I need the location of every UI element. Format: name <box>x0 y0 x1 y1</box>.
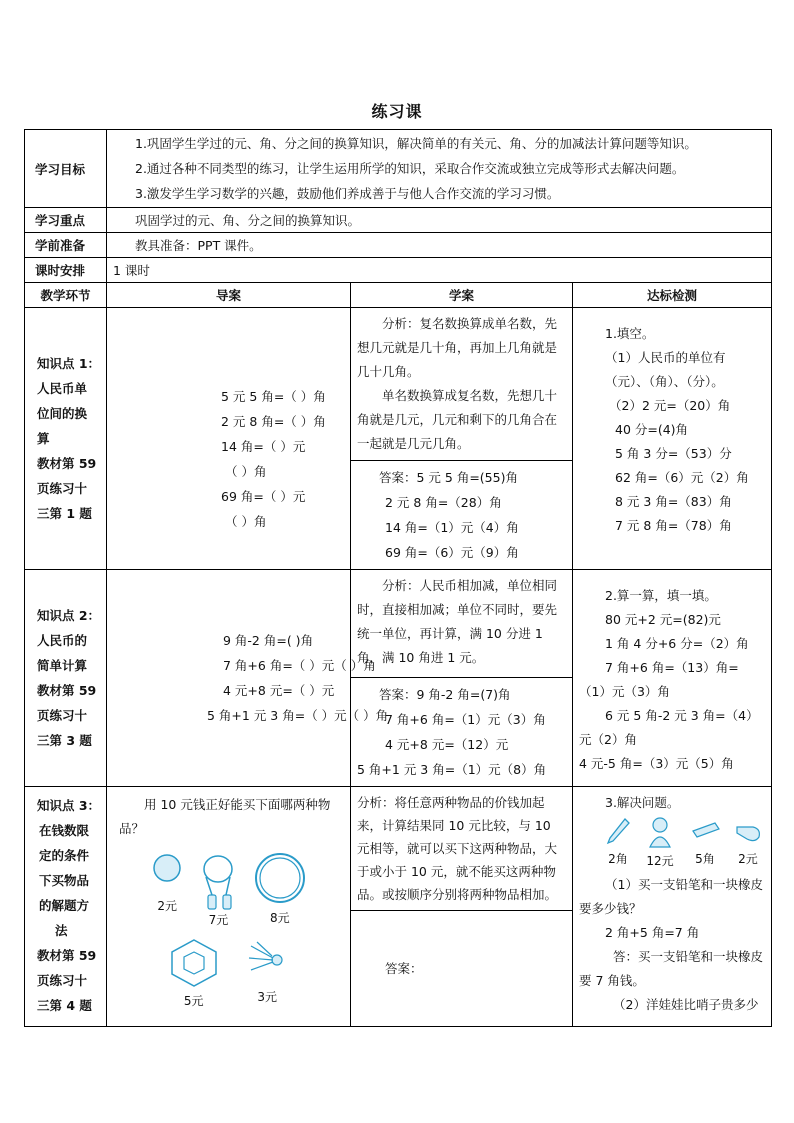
items-row-1 <box>115 851 342 928</box>
hoop-item: 8元 <box>253 851 307 928</box>
whistle-icon <box>733 815 763 847</box>
schedule-label: 课时安排 <box>25 258 107 283</box>
guide-2: 9 角-2 角=( )角 7 角+6 角=（ ）元（ ）角 4 元+8 元=（ ）元 5 角+1 元 3 角=（ ）元（ ）角 <box>107 570 351 787</box>
guide-3 <box>107 787 351 1027</box>
eraser-item: 5角 <box>689 815 721 873</box>
header-col1: 教学环节 <box>25 283 107 308</box>
knowledge-point-3: 知识点 3： 在钱数限 定的条件 下买物品 的解题方 法 教材第 59 页练习十 三第 4 题 <box>25 787 107 1027</box>
answer-3: 答案： <box>351 911 573 1027</box>
shuttlecock-icon <box>245 938 289 978</box>
analysis-1: 分析：复名数换算成单名数，先想几元就是几十角，再加上几角就是几十几角。 单名数换算成复名数，先想几十角就是几元，几元和剩下的几角合在一起就是几元几角。 <box>351 308 573 461</box>
objectives-label: 学习目标 <box>25 130 107 208</box>
pencil-icon <box>605 815 631 847</box>
page-title: 练习课 <box>371 102 423 121</box>
key-point-text: 巩固学过的元、角、分之间的换算知识。 <box>107 208 772 233</box>
objective-item: 1.巩固学生学过的元、角、分之间的换算知识，解决简单的有关元、角、分的加减法计算问题等知识。 <box>135 136 697 151</box>
chess-icon <box>168 938 220 988</box>
eraser-icon <box>689 815 721 847</box>
shuttlecock-item: 3元 <box>245 938 289 1009</box>
whistle-item: 2元 <box>733 815 763 873</box>
answer-1: 答案：5 元 5 角=(55)角 2 元 8 角=（28）角 14 角=（1）元（4）角 69 角=（6）元（9）角 <box>351 461 573 570</box>
test-2: 2.算一算，填一填。 80 元+2 元=(82)元 1 角 4 分+6 分=（2）角 7 角+6 角=（13）角=（1）元（3）角 6 元 5 角-2 元 3 角=（4）元（2）角 4 元-5 角=（3）元（5）角 <box>573 570 772 787</box>
knowledge-point-2: 知识点 2： 人民币的 简单计算 教材第 59 页练习十 三第 3 题 <box>25 570 107 787</box>
test-3: 3.解决问题。 2角 12元 5角 2元 （1）买一支铅笔和一块橡皮要多少钱？ 2 角+5 角=7 角 答：买一支铅笔和一块橡皮要 7 角钱。 （2）洋娃娃比哨子贵多少 <box>573 787 772 1027</box>
guide-1: 5 元 5 角=（ ）角 2 元 8 角=（ ）角 14 角=（ ）元 （ ）角 69 角=（ ）元 （ ）角 <box>107 308 351 570</box>
knowledge-point-1: 知识点 1： 人民币单 位间的换 算 教材第 59 页练习十 三第 1 题 <box>25 308 107 570</box>
header-col3: 学案 <box>351 283 573 308</box>
guide-3-question: 用 10 元钱正好能买下面哪两种物品？ <box>119 797 331 836</box>
ball-icon <box>150 851 184 885</box>
doll-item: 12元 <box>643 815 677 873</box>
header-col4: 达标检测 <box>573 283 772 308</box>
doll-icon <box>643 815 677 849</box>
test-items-row <box>579 815 765 873</box>
header-col2: 导案 <box>107 283 351 308</box>
key-point-label: 学习重点 <box>25 208 107 233</box>
prep-label: 学前准备 <box>25 233 107 258</box>
analysis-3: 分析：将任意两种物品的价钱加起来，计算结果同 10 元比较，与 10 元相等，就可以买下这两种物品，大于或小于 10 元，就不能买这两种物品。或按顺序分别将两种物品相加。 <box>351 787 573 911</box>
ball-item: 2元 <box>150 851 184 928</box>
jump-rope-icon <box>194 851 242 911</box>
items-row-2 <box>115 938 342 1009</box>
test-1: 1.填空。 （1）人民币的单位有（元）、（角）、（分）。 （2）2 元=（20）角 40 分=(4)角 5 角 3 分=（53）分 62 角=（6）元（2）角 8 元 3 角=（83）角 7 元 8 角=（78）角 <box>573 308 772 570</box>
schedule-text: 1 课时 <box>107 258 772 283</box>
prep-text: 教具准备：PPT 课件。 <box>107 233 772 258</box>
objective-item: 3.激发学生学习数学的兴趣，鼓励他们养成善于与他人合作交流的学习习惯。 <box>135 186 560 201</box>
analysis-2: 分析：人民币相加减，单位相同时，直接相加减；单位不同时，要先统一单位，再计算，满 10 分进 1 角，满 10 角进 1 元。 <box>351 570 573 678</box>
pencil-item: 2角 <box>605 815 631 873</box>
chess-item: 5元 <box>168 938 220 1009</box>
jump-rope-item: 7元 <box>194 851 242 928</box>
hoop-icon <box>253 851 307 905</box>
objective-item: 2.通过各种不同类型的练习，让学生运用所学的知识，采取合作交流或独立完成等形式去解决问题。 <box>135 161 685 176</box>
answer-2: 答案：9 角-2 角=(7)角 7 角+6 角=（1）元（3）角 4 元+8 元=（12）元 5 角+1 元 3 角=（1）元（8）角 <box>351 678 573 787</box>
lesson-table <box>24 129 772 1027</box>
